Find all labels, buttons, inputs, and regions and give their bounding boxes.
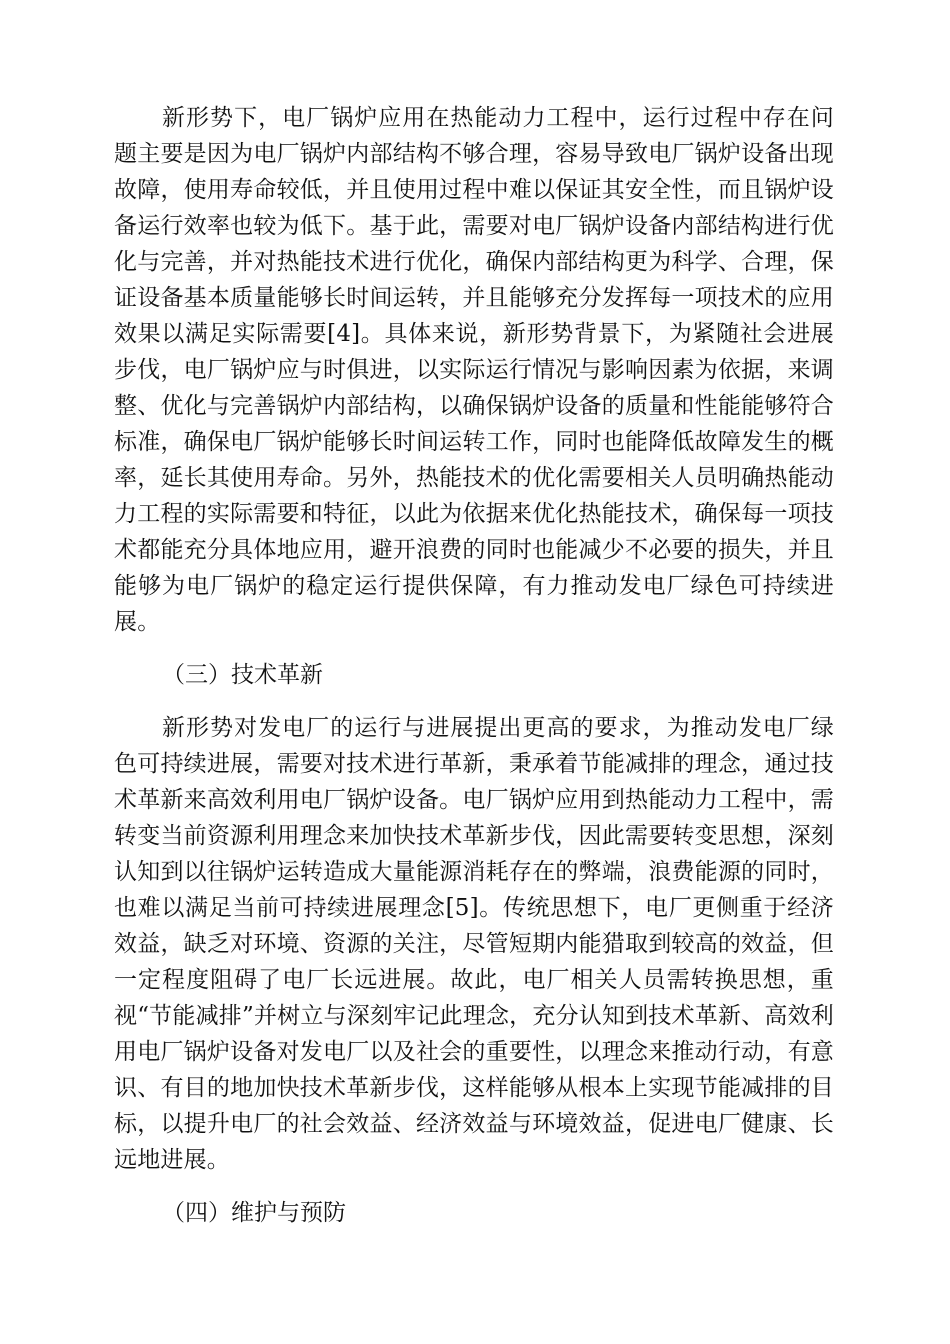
section-heading-technical-innovation: （三）技术革新 [162,662,323,688]
body-paragraph-boiler-optimization: 新形势下，电厂锅炉应用在热能动力工程中，运行过程中存在问题主要是因为电厂锅炉内部结构不够合理，容易导致电厂锅炉设备出现故障，使用寿命较低，并且使用过程中难以保证其安全性，而且锅炉设备运行效率也较为低下。基于此，需要对电厂锅炉设备内部结构进行优化与完善，并对热能技术进行优化，确保内部结构更为科学、合理，保证设备基本质量能够长时间运转，并且能够充分发挥每一项技术的应用效果以满足实际需要[4]。具体来说，新形势背景下，为紧随社会进展步伐，电厂锅炉应与时俱进，以实际运行情况与影响因素为依据，来调整、优化与完善锅炉内部结构，以确保锅炉设备的质量和性能能够符合标准，确保电厂锅炉能够长时间运转工作，同时也能降低故障发生的概率，延长其使用寿命。另外，热能技术的优化需要相关人员明确热能动力工程的实际需要和特征，以此为依据来优化热能技术，确保每一项技术都能充分具体地应用，避开浪费的同时也能减少不必要的损失，并且能够为电厂锅炉的稳定运行提供保障，有力推动发电厂绿色可持续进展。 [114,105,834,635]
document-page [114,100,834,1231]
body-paragraph-technical-innovation: 新形势对发电厂的运行与进展提出更高的要求，为推动发电厂绿色可持续进展，需要对技术进行革新，秉承着节能减排的理念，通过技术革新来高效利用电厂锅炉设备。电厂锅炉应用到热能动力工程中，需转变当前资源利用理念来加快技术革新步伐，因此需要转变思想，深刻认知到以往锅炉运转造成大量能源消耗存在的弊端，浪费能源的同时，也难以满足当前可持续进展理念[5]。传统思想下，电厂更侧重于经济效益，缺乏对环境、资源的关注，尽管短期内能猎取到较高的效益，但一定程度阻碍了电厂长远进展。故此，电厂相关人员需转换思想，重视“节能减排”并树立与深刻牢记此理念，充分认知到技术革新、高效利用电厂锅炉设备对发电厂以及社会的重要性，以理念来推动行动，有意识、有目的地加快技术革新步伐，这样能够从根本上实现节能减排的目标，以提升电厂的社会效益、经济效益与环境效益，促进电厂健康、长远地进展。 [114,715,834,1173]
section-heading-maintenance-prevention: （四）维护与预防 [162,1200,346,1226]
